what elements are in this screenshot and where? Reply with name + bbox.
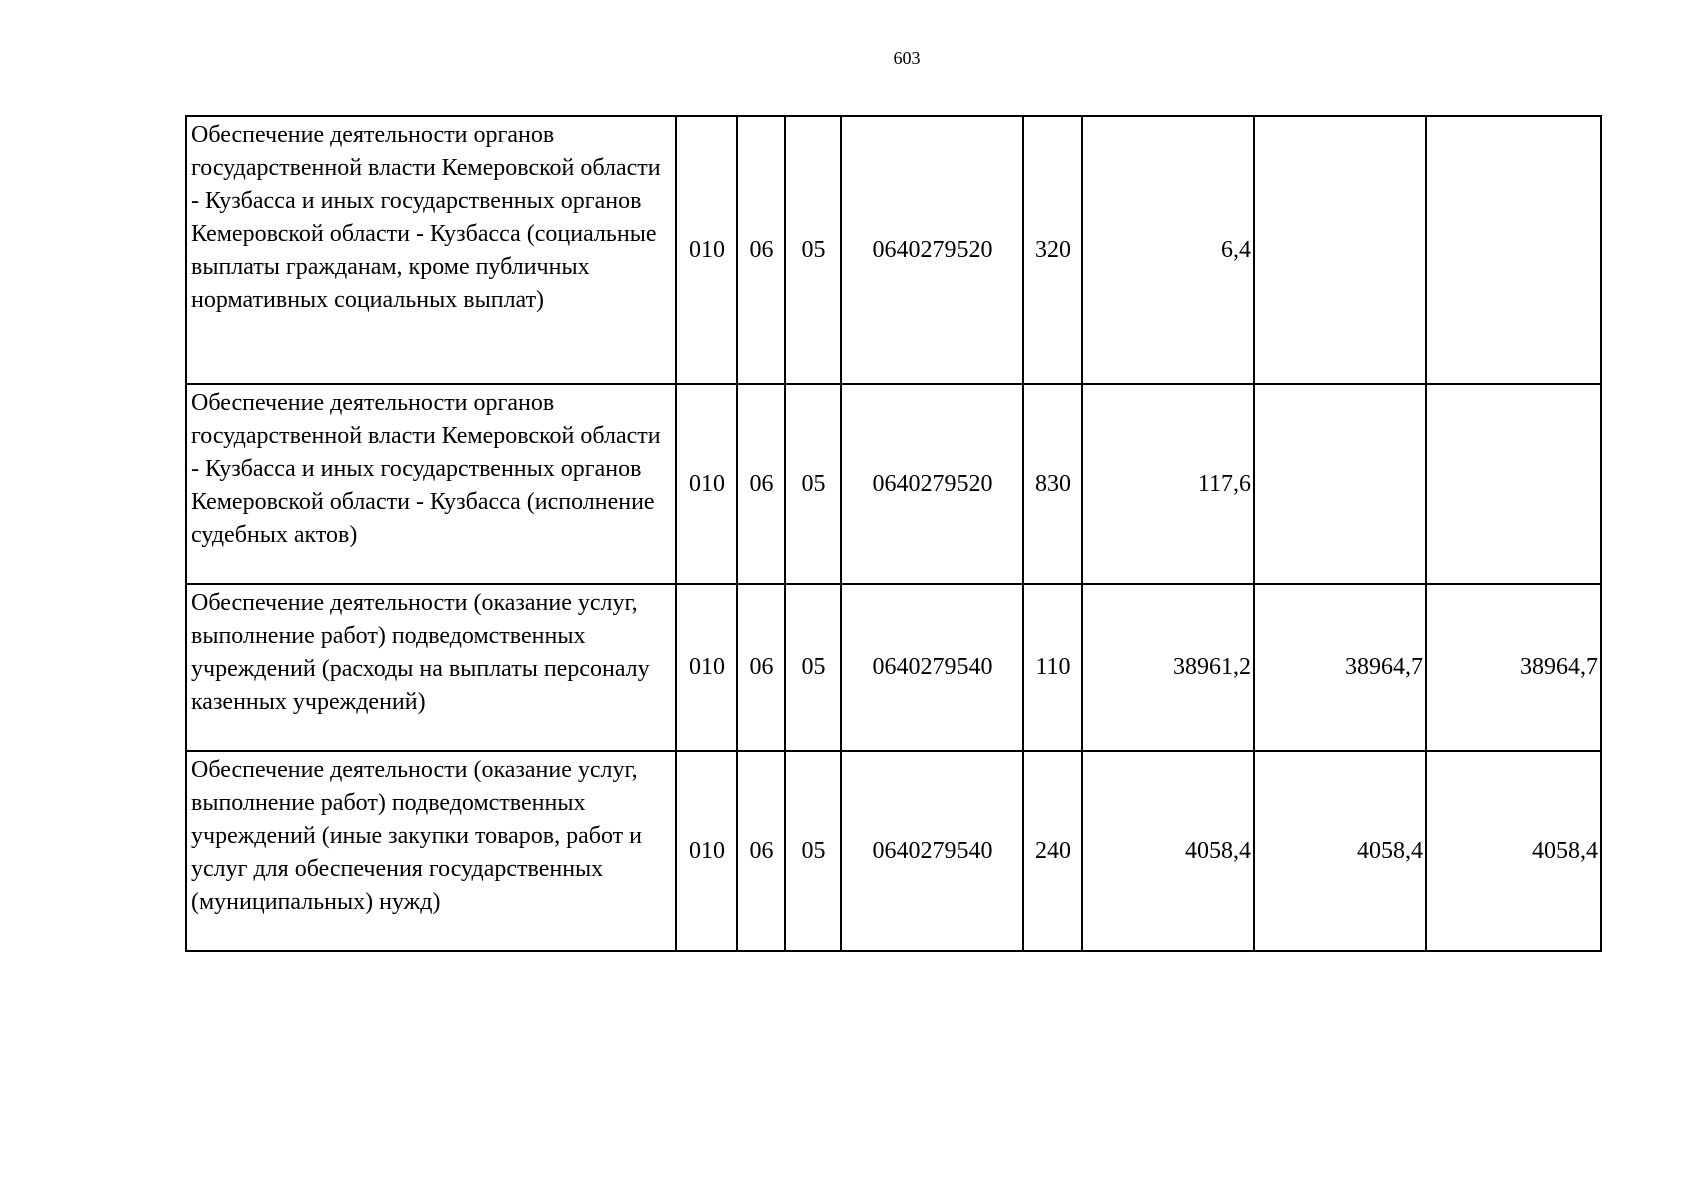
table-row: [186, 751, 1601, 951]
sum1-cell: 6,4: [1082, 116, 1254, 384]
expense-type-cell: 110: [1023, 584, 1082, 751]
subsection-code-cell: 06: [737, 384, 785, 584]
sum3-cell: [1426, 116, 1601, 384]
sum2-cell: 4058,4: [1254, 751, 1426, 951]
section-code-cell: 010: [676, 116, 737, 384]
item-code-cell: 05: [785, 751, 841, 951]
subsection-code-cell: 06: [737, 751, 785, 951]
row-name-cell: Обеспечение деятельности (оказание услуг, выполнение работ) подведомственных учреждений (иные закупки товаров, работ и услуг для обеспечения государственных (муниципальных) нужд): [186, 751, 676, 951]
target-code-cell: 0640279520: [841, 384, 1023, 584]
item-code-cell: 05: [785, 116, 841, 384]
section-code-cell: 010: [676, 584, 737, 751]
sum2-cell: [1254, 116, 1426, 384]
row-name-cell: Обеспечение деятельности органов государственной власти Кемеровской области - Кузбасса и иных государственных органов Кемеровской области - Кузбасса (исполнение судебных актов): [186, 384, 676, 584]
target-code-cell: 0640279540: [841, 751, 1023, 951]
section-code-cell: 010: [676, 384, 737, 584]
page-number: 603: [893, 48, 921, 68]
section-code-cell: 010: [676, 751, 737, 951]
sum1-cell: 117,6: [1082, 384, 1254, 584]
budget-table: [185, 115, 1602, 952]
table-row: [186, 116, 1601, 384]
item-code-cell: 05: [785, 384, 841, 584]
expense-type-cell: 240: [1023, 751, 1082, 951]
row-name-cell: Обеспечение деятельности (оказание услуг, выполнение работ) подведомственных учреждений (расходы на выплаты персоналу казенных учреждений): [186, 584, 676, 751]
row-name-cell: Обеспечение деятельности органов государственной власти Кемеровской области - Кузбасса и иных государственных органов Кемеровской области - Кузбасса (социальные выплаты гражданам, кроме публичных нормативных социальных выплат): [186, 116, 676, 384]
expense-type-cell: 830: [1023, 384, 1082, 584]
sum3-cell: 4058,4: [1426, 751, 1601, 951]
sum1-cell: 4058,4: [1082, 751, 1254, 951]
sum3-cell: [1426, 384, 1601, 584]
target-code-cell: 0640279520: [841, 116, 1023, 384]
item-code-cell: 05: [785, 584, 841, 751]
sum2-cell: 38964,7: [1254, 584, 1426, 751]
target-code-cell: 0640279540: [841, 584, 1023, 751]
sum1-cell: 38961,2: [1082, 584, 1254, 751]
expense-type-cell: 320: [1023, 116, 1082, 384]
table-row: [186, 384, 1601, 584]
sum2-cell: [1254, 384, 1426, 584]
subsection-code-cell: 06: [737, 116, 785, 384]
table-row: [186, 584, 1601, 751]
subsection-code-cell: 06: [737, 584, 785, 751]
sum3-cell: 38964,7: [1426, 584, 1601, 751]
